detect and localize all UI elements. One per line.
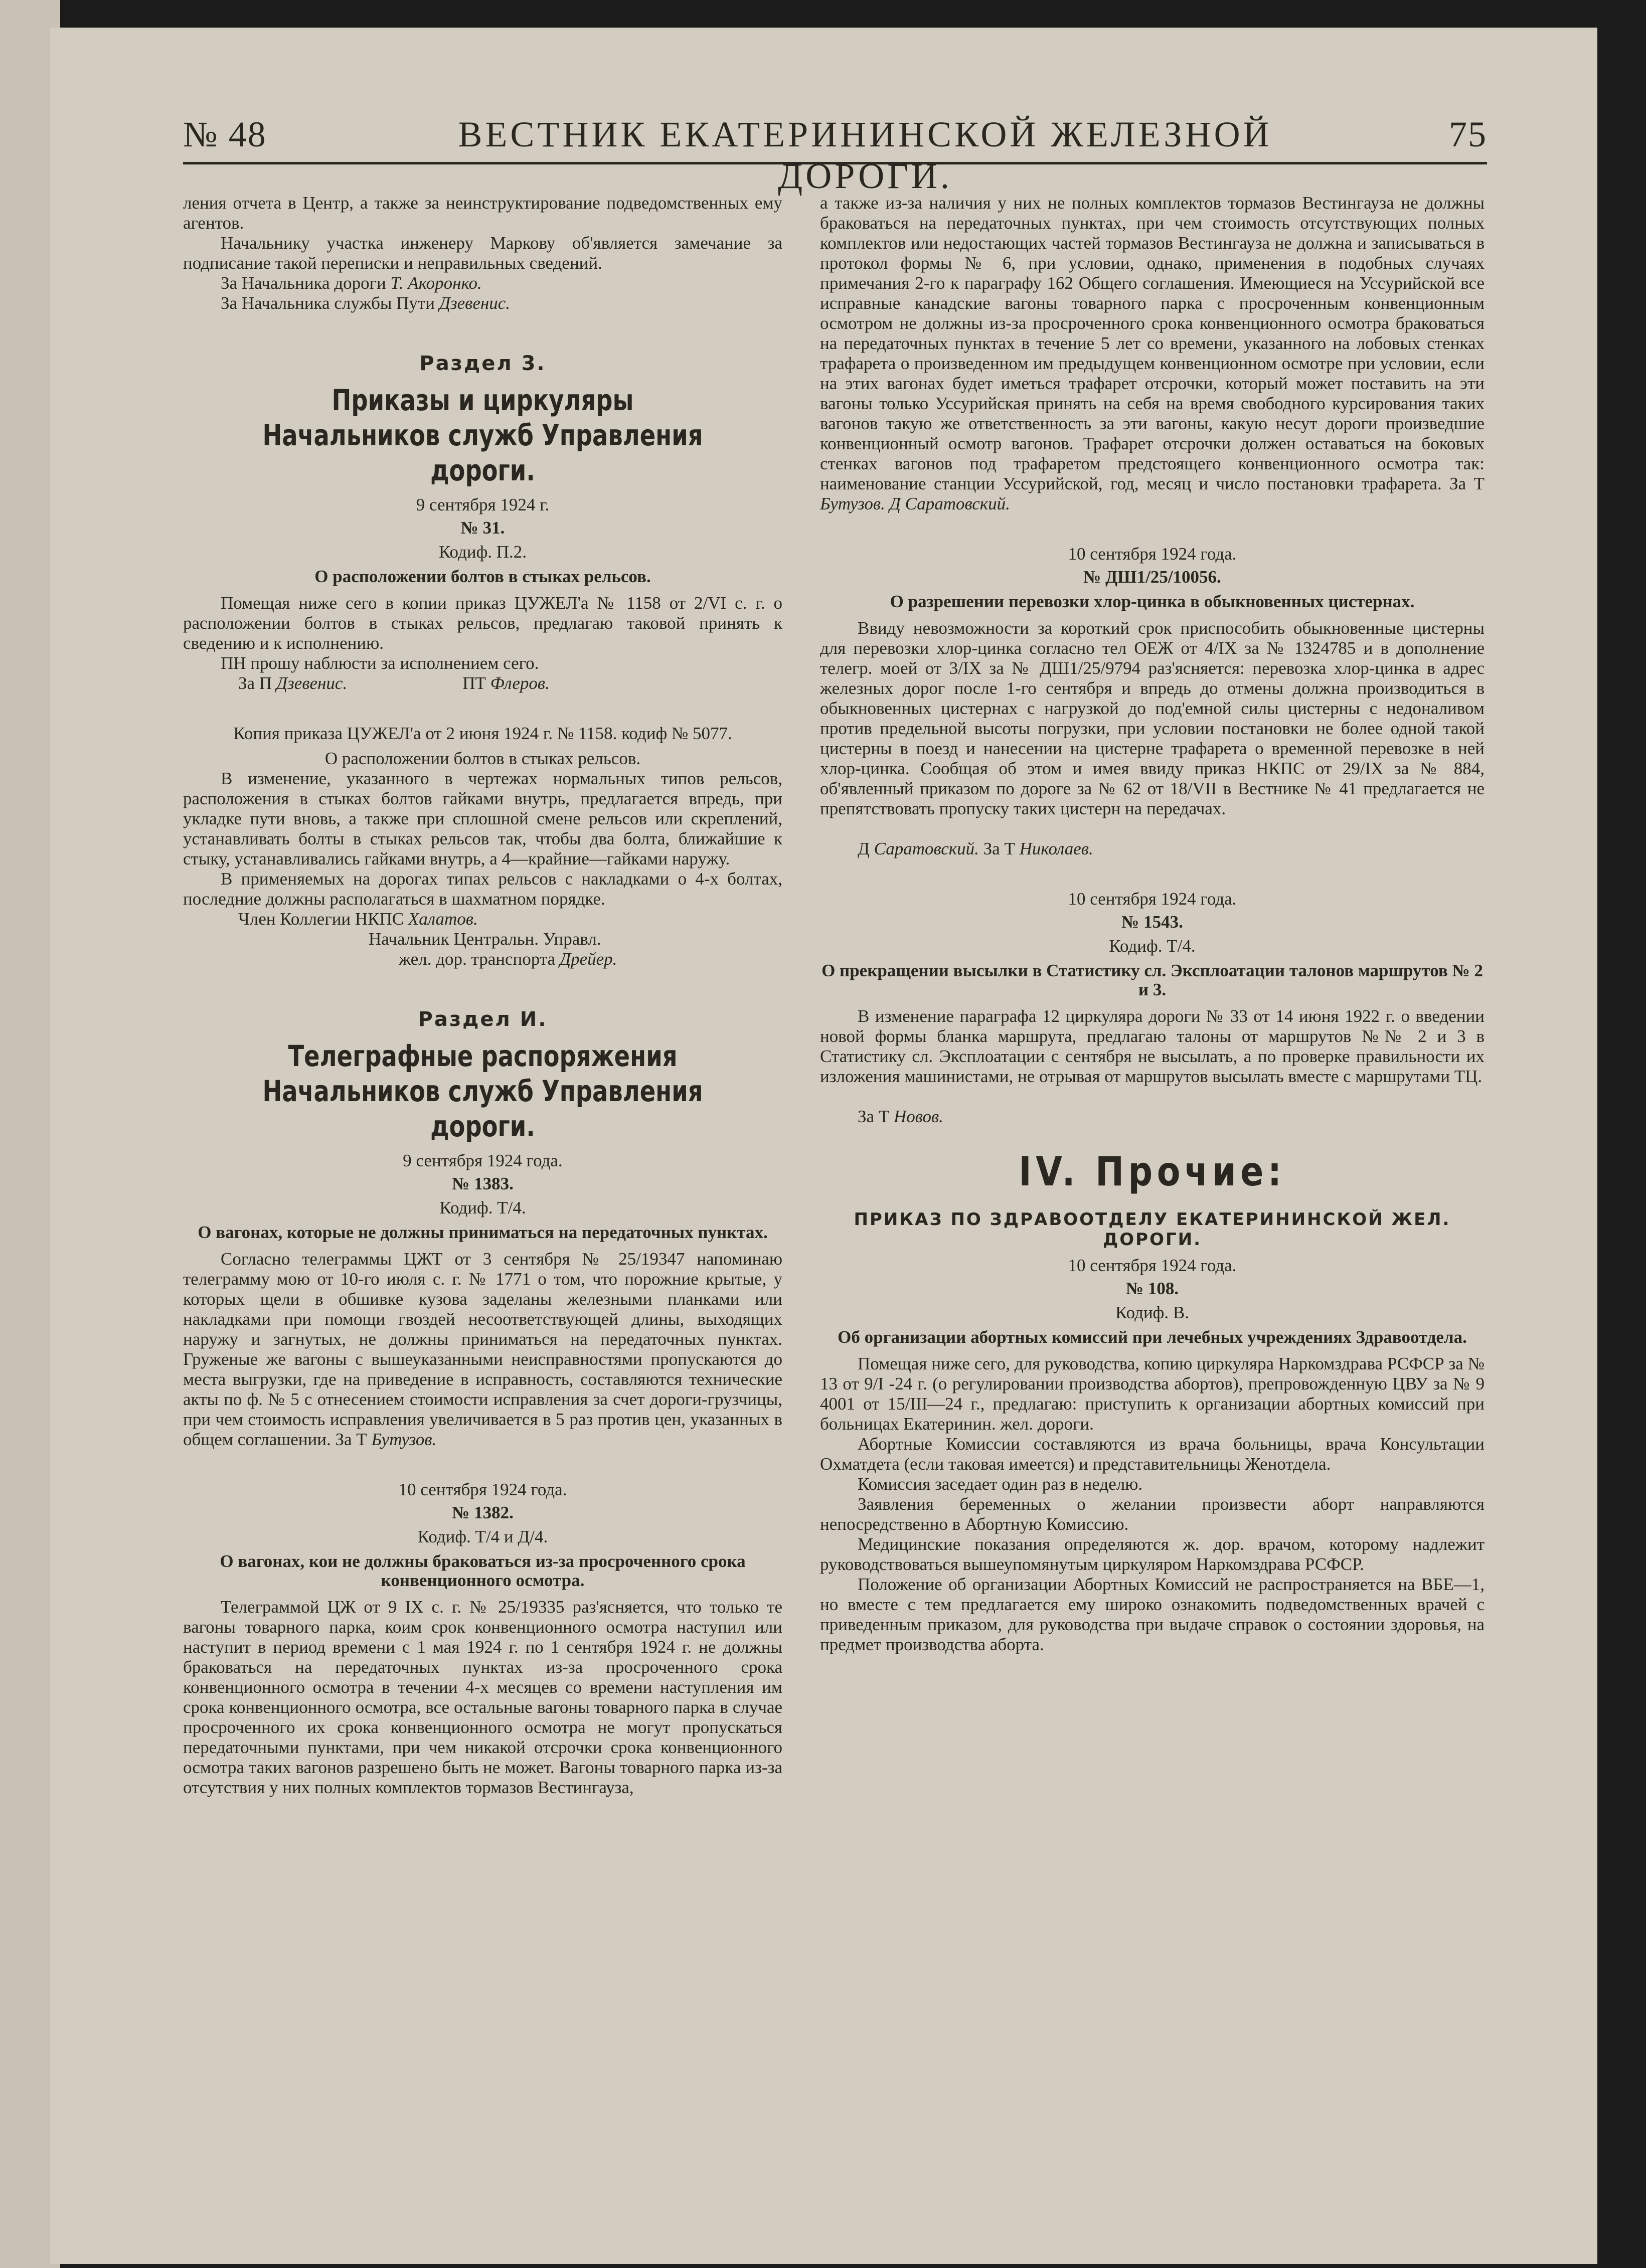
section-label: Раздел И.: [418, 1008, 548, 1031]
paragraph: Ввиду невозможности за короткий срок приспособить обыкновенные цистерны для перевозки хлор-цинка согласно тел ОЕЖ от 4/IX за № 1324785 и в дополнение телегр. моей от 3/IX за № ДШ1/25/9794 раз'ясняется: перевозка хлор-цинка в адрес железных дорог после 1-го сентября и впредь до отмены должна производиться в обыкновенных цистернах с нагрузкой до под'емной силы цистерны с недоналивом против предельной высоты погрузки, при условии постановки не более одной такой цистерны в поезд и нанесении на цистерне трафарета о временной перевозке в ней хлор-цинка. Сообщая об этом и имея ввиду приказ НКПС от 29/IX за № 884, об'явленный приказом по дороге за № 62 от 18/VII в Вестнике № 41 предлагается не препятствовать пропуску таких цистерн на передачах.: [820, 618, 1485, 818]
paragraph: Помещая ниже сего, для руководства, копию циркуляра Наркомздрава РСФСР за № 13 от 9/I -24 г. (о регулировании производства абортов), препровожденную ЦВУ за № 9 4001 от 15/III—24 г., предлагаю: приступить к организации абортных комиссий при больницах Екатеринин. жел. дороги.: [820, 1354, 1485, 1434]
paragraph: Начальнику участка инженеру Маркову об'является замечание за подписание такой переписки и неправильных сведений.: [183, 233, 782, 273]
paragraph: ПН прошу наблюсти за исполнением сего.: [221, 653, 539, 673]
paragraph: Комиссия заседает один раз в неделю.: [858, 1474, 1143, 1494]
order-date: 9 сентября 1924 г.: [416, 495, 550, 514]
order-heading: Об организации абортных комиссий при лечебных учреждениях Здравоотдела.: [838, 1327, 1467, 1347]
left-column: [183, 193, 782, 1798]
order-date: 10 сентября 1924 года.: [1068, 544, 1237, 564]
order-heading: О вагонах, которые не должны приниматься на передаточных пунктах.: [198, 1223, 768, 1242]
paragraph: В применяемых на дорогах типах рельсов с накладками о 4-х болтах, последние должны располагаться в шахматном порядке.: [183, 869, 782, 909]
section-label: Раздел 3.: [419, 352, 546, 375]
order-date: 10 сентября 1924 года.: [1068, 1256, 1237, 1275]
order-number: № 108.: [1125, 1279, 1179, 1298]
paragraph: Абортные Комиссии составляются из врача больницы, врача Консультации Охматдета (если таковая имеется) и представительницы Женотдела.: [820, 1434, 1485, 1474]
signature: За П Дзевенис. ПТ Флеров.: [238, 673, 550, 693]
header-rule: [183, 162, 1487, 164]
order-codif: Кодиф. В.: [1115, 1303, 1189, 1322]
paragraph: а также из-за наличия у них не полных комплектов тормазов Вестингауза не должны браковаться на передаточных пунктах, при чем стоимость отсутствующих полных комплектов или недостающих частей тормазов Вестингауза не должна и записываться в протокол формы № 6, при условии, однако, применения в подобных случаях примечания 2-го к параграфу 162 Общего соглашения. Имеющиеся на Уссурийской все исправные канадские вагоны товарного парка с просроченным конвенционным осмотром не должны из-за просроченного срока конвенционного осмотра браковаться на передаточных пунктах в течение 5 лет со времени, указанного на лобовых стенках трафарета о произведенном им предыдущем конвенционном осмотре при условии, если на этих вагонах будет иметься трафарет отсрочки, который может поставить на эти вагоны только Уссурийская принять на себя на время свободного курсирования таких вагонов такую же ответственность за эти вагоны, какую несут дороги произведшие конвенционный осмотр вагонов. Трафарет отсрочки должен оставаться на боковых стенках вагонов под трафаретом предстоящего конвенционного осмотра так: наименование станции Уссурийской, год, месяц и число постановки трафарета. За Т Бутузов. Д Саратовский.: [820, 193, 1485, 513]
paragraph: Согласно телеграммы ЦЖТ от 3 сентября № 25/19347 напоминаю телеграмму мою от 10-го июля с. г. № 1771 о том, что порожние крытые, у которых щели в обшивке кузова заделаны железными планками или накладками при помощи гвоздей несоответствующей длины, выходящих наружу и загнутых, не должны приниматься на передаточных пунктах. Груженые же вагоны с вышеуказанными неисправностями пропускаются до места выгрузки, где на приведение в исправность, составляются технические акты по ф. № 5 с отнесением стоимости исправления за счет дороги-грузчицы, при чем стоимость исправления увеличивается в 5 раз против цен, указанных в общем соглашении. За Т Бутузов.: [183, 1249, 782, 1449]
order-heading: О разрешении перевозки хлор-цинка в обыкновенных цистернах.: [890, 592, 1415, 611]
order-date: 10 сентября 1924 года.: [1068, 889, 1237, 909]
signature: За Начальника службы Пути Дзевенис.: [221, 293, 511, 313]
order-date: 10 сентября 1924 года.: [398, 1480, 567, 1499]
paragraph: Медицинские показания определяются ж. дор. врачом, которому надлежит руководствоваться вышеупомянутым циркуляром Наркомздрава РСФСР.: [820, 1534, 1485, 1574]
order-codif: Кодиф. Т/4.: [439, 1198, 526, 1217]
paragraph: Помещая ниже сего в копии приказ ЦУЖЕЛ'а № 1158 от 2/VI с. г. о расположении болтов в стыках рельсов, предлагаю таковой принять к сведению и к исполнению.: [183, 593, 782, 653]
order-codif: Кодиф. Т/4.: [1109, 936, 1196, 956]
paragraph: Телеграммой ЦЖ от 9 IX с. г. № 25/19335 раз'ясняется, что только те вагоны товарного парка, коим срок конвенционного осмотра наступил или наступит в период времени с 1 мая 1924 г. по 1 сентября 1924 г. не должны браковаться на передаточных пунктах из-за просроченного срока конвенционного осмотра в течении 4-х месяцев со времени наступления им срока конвенционного осмотра, все остальные вагоны товарного парка в случае просроченного их срока конвенционного осмотра не могут пропускаться передаточными пунктами, при чем никакой отсрочки срока конвенционного осмотра таких вагонов разрешено быть не может. Вагоны товарного парка из-за отсутствия у них полных комплектов тормазов Вестингауза,: [183, 1597, 782, 1797]
masthead-title: ВЕСТНИК ЕКАТЕРИНИНСКОЙ ЖЕЛЕЗНОЙ ДОРОГИ.: [458, 114, 1272, 196]
subsection-title: ПРИКАЗ ПО ЗДРАВООТДЕЛУ ЕКАТЕРИНИНСКОЙ ЖЕЛ. ДОРОГИ.: [854, 1209, 1451, 1250]
section-title: Телеграфные распоряжения Начальников служб Управления дороги.: [262, 1039, 703, 1143]
section-title: Приказы и циркуляры Начальников служб Управления дороги.: [262, 383, 703, 487]
page-header: [183, 108, 1487, 196]
order-codif: Кодиф. Т/4 и Д/4.: [417, 1527, 548, 1546]
paragraph: ления отчета в Центр, а также за неинструктирование подведомственных ему агентов.: [183, 193, 782, 233]
signature: жел. дор. транспорта Дрейер.: [399, 949, 617, 969]
signature: Член Коллегии НКПС Халатов.: [238, 909, 478, 929]
order-codif: Кодиф. П.2.: [438, 542, 527, 562]
order-number: № 31.: [460, 518, 505, 538]
right-column: [820, 193, 1485, 1655]
issue-number: № 48: [183, 114, 267, 154]
copy-subtitle: О расположении болтов в стыках рельсов.: [324, 749, 641, 768]
order-heading: О вагонах, кои не должны браковаться из-за просроченного срока конвенционного осмотра.: [220, 1551, 746, 1590]
signature: Д Саратовский. За Т Николаев.: [858, 839, 1093, 858]
order-number: № 1383.: [452, 1174, 514, 1193]
order-number: № 1382.: [452, 1503, 514, 1522]
order-date: 9 сентября 1924 года.: [403, 1151, 563, 1170]
paragraph: В изменение параграфа 12 циркуляра дороги № 33 от 14 июня 1922 г. о введении новой формы бланка маршрута, предлагаю талоны от маршрутов №№ 2 и 3 в Статистику сл. Эксплоатации с сентября не высылать, а по проверке правильности их изложения машинистами, не отрывая от маршрутов высылать вместе с маршрутами ТЦ.: [820, 1006, 1485, 1086]
signature: Начальник Центральн. Управл.: [369, 929, 601, 949]
order-number: № 1543.: [1121, 912, 1183, 932]
page-number: 75: [1449, 114, 1487, 154]
order-number: № ДШ1/25/10056.: [1083, 567, 1221, 587]
order-heading: О прекращении высылки в Статистику сл. Эксплоатации талонов маршрутов № 2 и 3.: [821, 961, 1483, 999]
paragraph: В изменение, указанного в чертежах нормальных типов рельсов, расположения в стыках болтов гайками внутрь, предлагается впредь, при укладке пути вновь, а также при сплошной смене рельсов или скреплений, устанавливать болты в стыках рельсов так, чтобы два болта, ближайшие к стыку, устанавливались гайками внутрь, а 4—крайние—гайками наружу.: [183, 769, 782, 868]
paragraph: Положение об организации Абортных Комиссий не распространяется на ВБЕ—1, но вместе с тем предлагается ему широко ознакомить подведомственных врачей с приведенным приказом, для руководства при выдаче справок о состоянии здоровья, на предмет производства аборта.: [820, 1575, 1485, 1654]
section-title: IV. Прочие:: [1019, 1148, 1286, 1195]
copy-title: Копия приказа ЦУЖЕЛ'а от 2 июня 1924 г. № 1158. кодиф № 5077.: [233, 724, 732, 743]
signature: За Начальника дороги Т. Акоронко.: [221, 273, 482, 293]
signature: За Т Новов.: [858, 1107, 943, 1126]
paragraph: Заявления беременных о желании произвести аборт направляются непосредственно в Абортную Комиссию.: [820, 1494, 1485, 1534]
order-heading: О расположении болтов в стыках рельсов.: [314, 567, 651, 586]
